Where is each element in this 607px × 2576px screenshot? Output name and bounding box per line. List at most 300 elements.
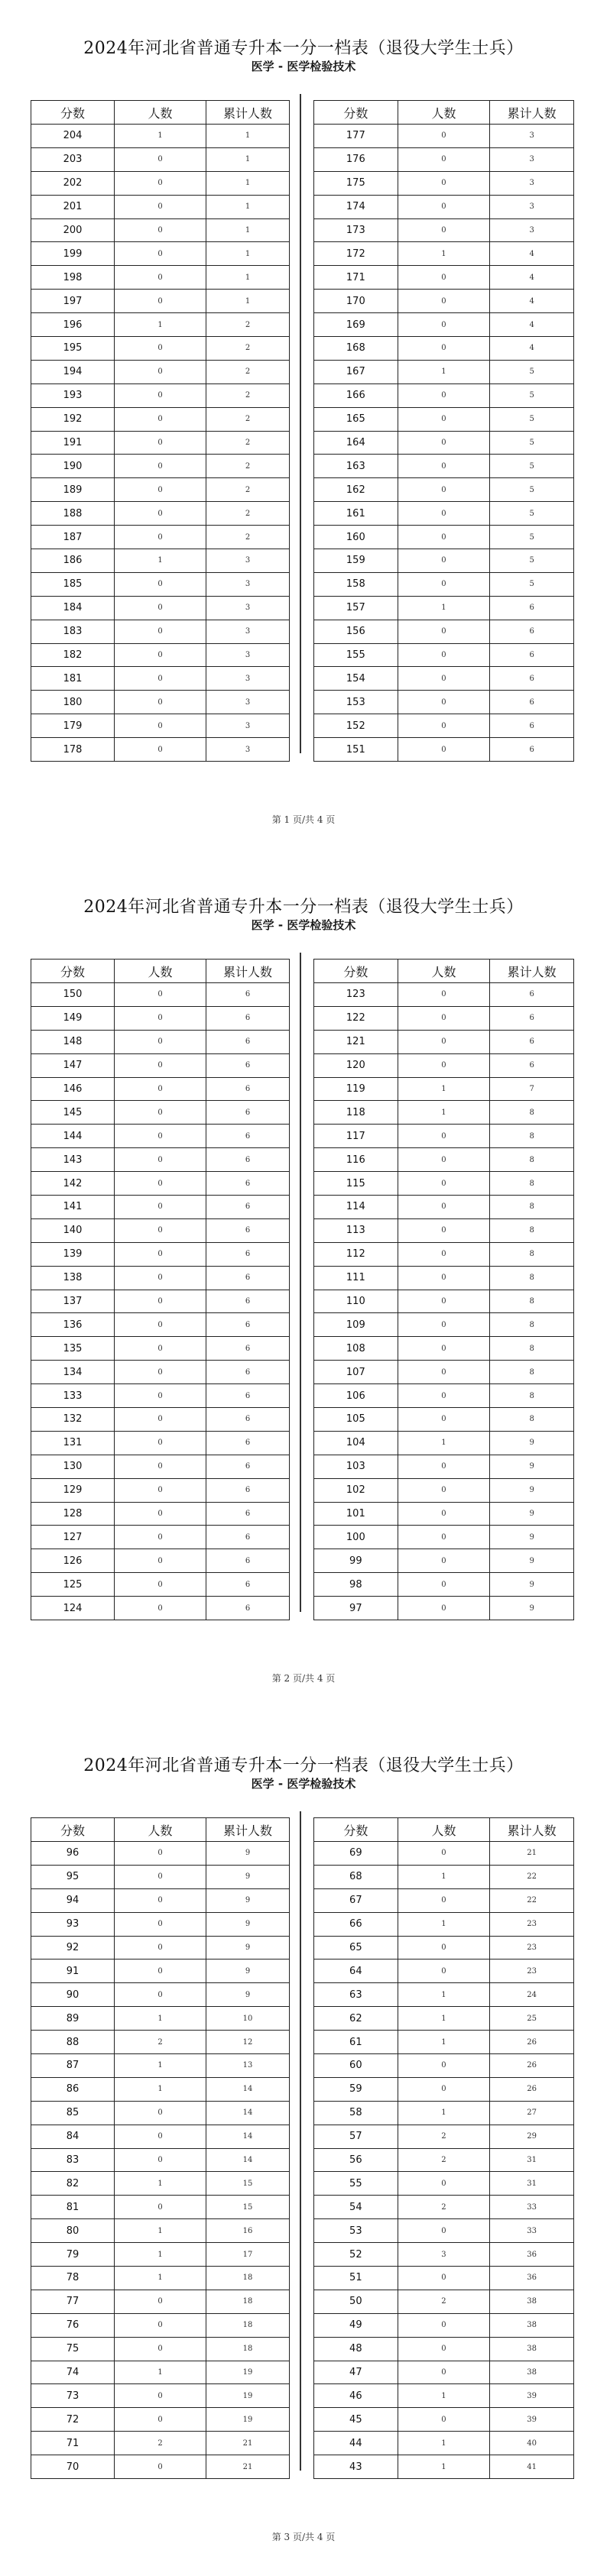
score-cell: 180	[31, 691, 115, 714]
table-row	[31, 2219, 290, 2243]
count-cell: 1	[398, 2384, 490, 2408]
count-cell: 0	[398, 171, 490, 195]
count-cell: 0	[398, 1936, 490, 1960]
table-row	[31, 1983, 290, 2007]
document-page	[0, 1717, 607, 2576]
score-cell: 173	[314, 218, 398, 242]
column-header-score: 分数	[31, 960, 115, 983]
table-row	[31, 407, 290, 431]
score-cell: 181	[31, 667, 115, 691]
cumulative-cell: 6	[490, 1030, 574, 1053]
cumulative-cell: 2	[206, 431, 290, 455]
table-row	[314, 1313, 574, 1337]
table-row	[31, 2031, 290, 2054]
score-cell: 162	[314, 478, 398, 502]
table-row	[31, 171, 290, 195]
cumulative-cell: 8	[490, 1361, 574, 1384]
count-cell: 0	[398, 1888, 490, 1912]
table-row	[314, 1936, 574, 1960]
table-row	[314, 1526, 574, 1549]
count-cell: 0	[115, 1384, 206, 1408]
table-row	[314, 2408, 574, 2432]
score-cell: 63	[314, 1983, 398, 2007]
count-cell: 0	[115, 526, 206, 549]
table-row	[314, 1842, 574, 1866]
table-row	[31, 2267, 290, 2290]
count-cell: 0	[115, 1337, 206, 1361]
score-cell: 134	[31, 1361, 115, 1384]
table-row	[314, 2455, 574, 2479]
column-header-count: 人数	[115, 101, 206, 125]
table-row	[31, 1526, 290, 1549]
score-cell: 93	[31, 1912, 115, 1936]
table-row	[31, 1431, 290, 1455]
score-cell: 196	[31, 313, 115, 337]
count-cell: 0	[398, 714, 490, 738]
count-cell: 0	[115, 1266, 206, 1290]
cumulative-cell: 4	[490, 290, 574, 313]
table-row	[31, 2432, 290, 2455]
score-cell: 138	[31, 1266, 115, 1290]
cumulative-cell: 6	[206, 1125, 290, 1148]
table-row	[31, 983, 290, 1007]
score-cell: 92	[31, 1936, 115, 1960]
table-row	[31, 1549, 290, 1573]
cumulative-cell: 3	[490, 195, 574, 218]
score-cell: 61	[314, 2031, 398, 2054]
score-cell: 47	[314, 2361, 398, 2384]
cumulative-cell: 1	[206, 266, 290, 290]
score-cell: 194	[31, 360, 115, 383]
score-cell: 130	[31, 1455, 115, 1478]
cumulative-cell: 23	[490, 1912, 574, 1936]
score-cell: 51	[314, 2267, 398, 2290]
table-row	[31, 2337, 290, 2361]
cumulative-cell: 9	[206, 1936, 290, 1960]
count-cell: 0	[398, 1573, 490, 1597]
table-row	[31, 195, 290, 218]
table-row	[314, 1125, 574, 1148]
cumulative-cell: 9	[206, 1888, 290, 1912]
score-cell: 89	[31, 2007, 115, 2031]
cumulative-cell: 2	[206, 313, 290, 337]
count-cell: 0	[398, 290, 490, 313]
count-cell: 0	[398, 1526, 490, 1549]
score-cell: 179	[31, 714, 115, 738]
score-cell: 44	[314, 2432, 398, 2455]
cumulative-cell: 6	[490, 691, 574, 714]
count-cell: 0	[398, 1597, 490, 1620]
count-cell: 0	[115, 266, 206, 290]
cumulative-cell: 9	[490, 1478, 574, 1502]
count-cell: 0	[115, 1478, 206, 1502]
score-cell: 73	[31, 2384, 115, 2408]
count-cell: 0	[115, 431, 206, 455]
cumulative-cell: 6	[206, 1502, 290, 1526]
score-cell: 161	[314, 502, 398, 526]
score-cell: 186	[31, 549, 115, 573]
count-cell: 0	[115, 1573, 206, 1597]
score-cell: 76	[31, 2313, 115, 2337]
table-row	[31, 1455, 290, 1478]
score-cell: 182	[31, 643, 115, 667]
cumulative-cell: 2	[206, 478, 290, 502]
table-row	[31, 502, 290, 526]
count-cell: 1	[398, 1101, 490, 1125]
score-cell: 111	[314, 1266, 398, 1290]
table-row	[314, 643, 574, 667]
cumulative-cell: 3	[490, 171, 574, 195]
score-cell: 135	[31, 1337, 115, 1361]
score-cell: 129	[31, 1478, 115, 1502]
score-cell: 74	[31, 2361, 115, 2384]
cumulative-cell: 6	[490, 596, 574, 620]
column-header-cumulative: 累计人数	[490, 960, 574, 983]
cumulative-cell: 8	[490, 1218, 574, 1242]
table-row	[314, 2007, 574, 2031]
score-cell: 66	[314, 1912, 398, 1936]
count-cell: 0	[115, 596, 206, 620]
table-row	[314, 1101, 574, 1125]
table-row	[314, 1597, 574, 1620]
count-cell: 0	[398, 572, 490, 596]
cumulative-cell: 39	[490, 2408, 574, 2432]
cumulative-cell: 9	[490, 1502, 574, 1526]
cumulative-cell: 4	[490, 242, 574, 266]
table-row	[314, 1912, 574, 1936]
cumulative-cell: 18	[206, 2267, 290, 2290]
table-row	[314, 2031, 574, 2054]
table-row	[314, 2101, 574, 2125]
table-row	[31, 572, 290, 596]
score-cell: 128	[31, 1502, 115, 1526]
score-cell: 195	[31, 337, 115, 361]
count-cell: 0	[398, 691, 490, 714]
table-row	[314, 1266, 574, 1290]
count-cell: 1	[115, 2361, 206, 2384]
count-cell: 1	[115, 2172, 206, 2196]
cumulative-cell: 2	[206, 360, 290, 383]
count-cell: 0	[115, 1983, 206, 2007]
table-row	[31, 691, 290, 714]
table-row	[314, 596, 574, 620]
count-cell: 0	[398, 2054, 490, 2078]
count-cell: 0	[115, 1196, 206, 1219]
cumulative-cell: 36	[490, 2267, 574, 2290]
cumulative-cell: 21	[206, 2455, 290, 2479]
score-cell: 124	[31, 1597, 115, 1620]
count-cell: 0	[398, 2337, 490, 2361]
score-cell: 56	[314, 2148, 398, 2172]
cumulative-cell: 26	[490, 2031, 574, 2054]
table-row	[31, 2361, 290, 2384]
table-header-row	[314, 1818, 574, 1842]
count-cell: 1	[398, 1431, 490, 1455]
count-cell: 0	[398, 1218, 490, 1242]
cumulative-cell: 9	[206, 1865, 290, 1888]
score-cell: 169	[314, 313, 398, 337]
table-row	[31, 1101, 290, 1125]
count-cell: 0	[398, 738, 490, 762]
score-cell: 188	[31, 502, 115, 526]
score-cell: 78	[31, 2267, 115, 2290]
table-row	[31, 1030, 290, 1053]
cumulative-cell: 3	[206, 643, 290, 667]
count-cell: 0	[398, 1172, 490, 1196]
page-subtitle: 医学 - 医学检验技术	[251, 918, 356, 932]
table-row	[31, 738, 290, 762]
score-cell: 132	[31, 1408, 115, 1432]
table-row	[31, 1148, 290, 1172]
count-cell: 0	[115, 2196, 206, 2219]
score-cell: 166	[314, 383, 398, 407]
cumulative-cell: 16	[206, 2219, 290, 2243]
table-row	[31, 1196, 290, 1219]
count-cell: 0	[398, 502, 490, 526]
column-header-count: 人数	[115, 960, 206, 983]
table-row	[314, 738, 574, 762]
score-cell: 197	[31, 290, 115, 313]
cumulative-cell: 14	[206, 2077, 290, 2101]
cumulative-cell: 27	[490, 2101, 574, 2125]
cumulative-cell: 6	[206, 1006, 290, 1030]
count-cell: 0	[398, 1148, 490, 1172]
count-cell: 0	[115, 195, 206, 218]
count-cell: 0	[115, 1455, 206, 1478]
table-row	[314, 1290, 574, 1313]
table-row	[31, 596, 290, 620]
table-row	[314, 983, 574, 1007]
column-header-count: 人数	[115, 1818, 206, 1842]
score-cell: 49	[314, 2313, 398, 2337]
table-row	[314, 1006, 574, 1030]
cumulative-cell: 21	[490, 1842, 574, 1866]
table-row	[31, 526, 290, 549]
table-row	[31, 1408, 290, 1432]
score-cell: 126	[31, 1549, 115, 1573]
table-row	[31, 455, 290, 478]
score-cell: 158	[314, 572, 398, 596]
count-cell: 0	[115, 2125, 206, 2148]
score-cell: 167	[314, 360, 398, 383]
count-cell: 1	[115, 2007, 206, 2031]
cumulative-cell: 24	[490, 1983, 574, 2007]
score-cell: 71	[31, 2432, 115, 2455]
table-row	[314, 171, 574, 195]
score-cell: 87	[31, 2054, 115, 2078]
page-subtitle: 医学 - 医学检验技术	[251, 1777, 356, 1791]
score-cell: 204	[31, 125, 115, 148]
cumulative-cell: 36	[490, 2243, 574, 2267]
cumulative-cell: 9	[490, 1597, 574, 1620]
table-row	[314, 2290, 574, 2313]
count-cell: 0	[115, 502, 206, 526]
table-row	[31, 2196, 290, 2219]
document-page	[0, 859, 607, 1717]
cumulative-cell: 15	[206, 2196, 290, 2219]
table-row	[314, 1218, 574, 1242]
score-cell: 177	[314, 125, 398, 148]
count-cell: 0	[115, 1101, 206, 1125]
table-row	[31, 1053, 290, 1077]
table-row	[314, 526, 574, 549]
score-cell: 62	[314, 2007, 398, 2031]
count-cell: 0	[398, 1030, 490, 1053]
table-row	[31, 2290, 290, 2313]
score-cell: 153	[314, 691, 398, 714]
score-cell: 125	[31, 1573, 115, 1597]
count-cell: 1	[115, 125, 206, 148]
cumulative-cell: 15	[206, 2172, 290, 2196]
cumulative-cell: 19	[206, 2361, 290, 2384]
count-cell: 0	[115, 455, 206, 478]
score-cell: 168	[314, 337, 398, 361]
cumulative-cell: 8	[490, 1172, 574, 1196]
cumulative-cell: 5	[490, 431, 574, 455]
cumulative-cell: 21	[206, 2432, 290, 2455]
score-cell: 159	[314, 549, 398, 573]
table-row	[314, 1053, 574, 1077]
table-row	[314, 2337, 574, 2361]
table-row	[314, 2384, 574, 2408]
table-row	[314, 478, 574, 502]
table-row	[31, 2148, 290, 2172]
cumulative-cell: 5	[490, 360, 574, 383]
score-cell: 146	[31, 1077, 115, 1101]
cumulative-cell: 6	[206, 1053, 290, 1077]
table-row	[314, 2313, 574, 2337]
count-cell: 0	[398, 1455, 490, 1478]
count-cell: 0	[115, 2101, 206, 2125]
cumulative-cell: 5	[490, 478, 574, 502]
count-cell: 0	[115, 643, 206, 667]
cumulative-cell: 6	[206, 1549, 290, 1573]
cumulative-cell: 6	[206, 1313, 290, 1337]
table-row	[314, 1502, 574, 1526]
column-header-cumulative: 累计人数	[490, 1818, 574, 1842]
score-cell: 155	[314, 643, 398, 667]
count-cell: 0	[398, 1384, 490, 1408]
cumulative-cell: 22	[490, 1888, 574, 1912]
cumulative-cell: 23	[490, 1936, 574, 1960]
score-table-left	[31, 100, 290, 762]
cumulative-cell: 2	[206, 407, 290, 431]
score-cell: 187	[31, 526, 115, 549]
cumulative-cell: 31	[490, 2148, 574, 2172]
score-cell: 109	[314, 1313, 398, 1337]
count-cell: 0	[398, 383, 490, 407]
table-row	[31, 383, 290, 407]
column-header-count: 人数	[398, 1818, 490, 1842]
count-cell: 0	[398, 407, 490, 431]
count-cell: 1	[398, 2101, 490, 2125]
count-cell: 0	[398, 1053, 490, 1077]
score-cell: 85	[31, 2101, 115, 2125]
score-cell: 45	[314, 2408, 398, 2432]
count-cell: 0	[398, 337, 490, 361]
table-row	[314, 147, 574, 171]
table-row	[314, 2243, 574, 2267]
score-cell: 77	[31, 2290, 115, 2313]
count-cell: 1	[398, 2455, 490, 2479]
cumulative-cell: 3	[206, 572, 290, 596]
cumulative-cell: 19	[206, 2384, 290, 2408]
count-cell: 0	[398, 983, 490, 1007]
cumulative-cell: 8	[490, 1266, 574, 1290]
cumulative-cell: 38	[490, 2290, 574, 2313]
table-row	[314, 266, 574, 290]
page-number: 第 2 页/共 4 页	[271, 1673, 336, 1684]
score-cell: 53	[314, 2219, 398, 2243]
count-cell: 0	[398, 2172, 490, 2196]
table-row	[314, 1242, 574, 1266]
cumulative-cell: 23	[490, 1960, 574, 1983]
table-row	[314, 1983, 574, 2007]
cumulative-cell: 6	[490, 983, 574, 1007]
table-row	[314, 691, 574, 714]
count-cell: 0	[398, 478, 490, 502]
cumulative-cell: 2	[206, 455, 290, 478]
table-row	[31, 1912, 290, 1936]
score-cell: 106	[314, 1384, 398, 1408]
count-cell: 0	[115, 1053, 206, 1077]
table-row	[314, 242, 574, 266]
cumulative-cell: 6	[206, 1172, 290, 1196]
table-row	[31, 2313, 290, 2337]
cumulative-cell: 3	[490, 147, 574, 171]
table-row	[31, 2007, 290, 2031]
cumulative-cell: 22	[490, 1865, 574, 1888]
count-cell: 0	[115, 667, 206, 691]
cumulative-cell: 13	[206, 2054, 290, 2078]
table-row	[31, 2077, 290, 2101]
page-title: 2024年河北省普通专升本一分一档表（退役大学生士兵）	[83, 1756, 524, 1775]
count-cell: 2	[398, 2196, 490, 2219]
count-cell: 0	[115, 360, 206, 383]
cumulative-cell: 8	[490, 1196, 574, 1219]
count-cell: 0	[398, 1266, 490, 1290]
cumulative-cell: 5	[490, 526, 574, 549]
page-subtitle: 医学 - 医学检验技术	[251, 60, 356, 73]
cumulative-cell: 9	[490, 1549, 574, 1573]
cumulative-cell: 1	[206, 218, 290, 242]
cumulative-cell: 8	[490, 1313, 574, 1337]
count-cell: 0	[398, 1290, 490, 1313]
score-cell: 143	[31, 1148, 115, 1172]
score-cell: 65	[314, 1936, 398, 1960]
table-row	[31, 1361, 290, 1384]
cumulative-cell: 5	[490, 455, 574, 478]
count-cell: 0	[115, 242, 206, 266]
score-cell: 164	[314, 431, 398, 455]
count-cell: 1	[115, 2243, 206, 2267]
count-cell: 0	[115, 1936, 206, 1960]
table-row	[314, 2432, 574, 2455]
table-row	[314, 1077, 574, 1101]
count-cell: 0	[398, 2267, 490, 2290]
cumulative-cell: 39	[490, 2384, 574, 2408]
cumulative-cell: 3	[490, 218, 574, 242]
count-cell: 1	[115, 313, 206, 337]
score-cell: 110	[314, 1290, 398, 1313]
cumulative-cell: 3	[206, 620, 290, 643]
column-header-cumulative: 累计人数	[206, 101, 290, 125]
table-row	[31, 1573, 290, 1597]
score-table-right	[313, 100, 574, 762]
table-row	[314, 2054, 574, 2078]
score-cell: 142	[31, 1172, 115, 1196]
count-cell: 1	[398, 360, 490, 383]
